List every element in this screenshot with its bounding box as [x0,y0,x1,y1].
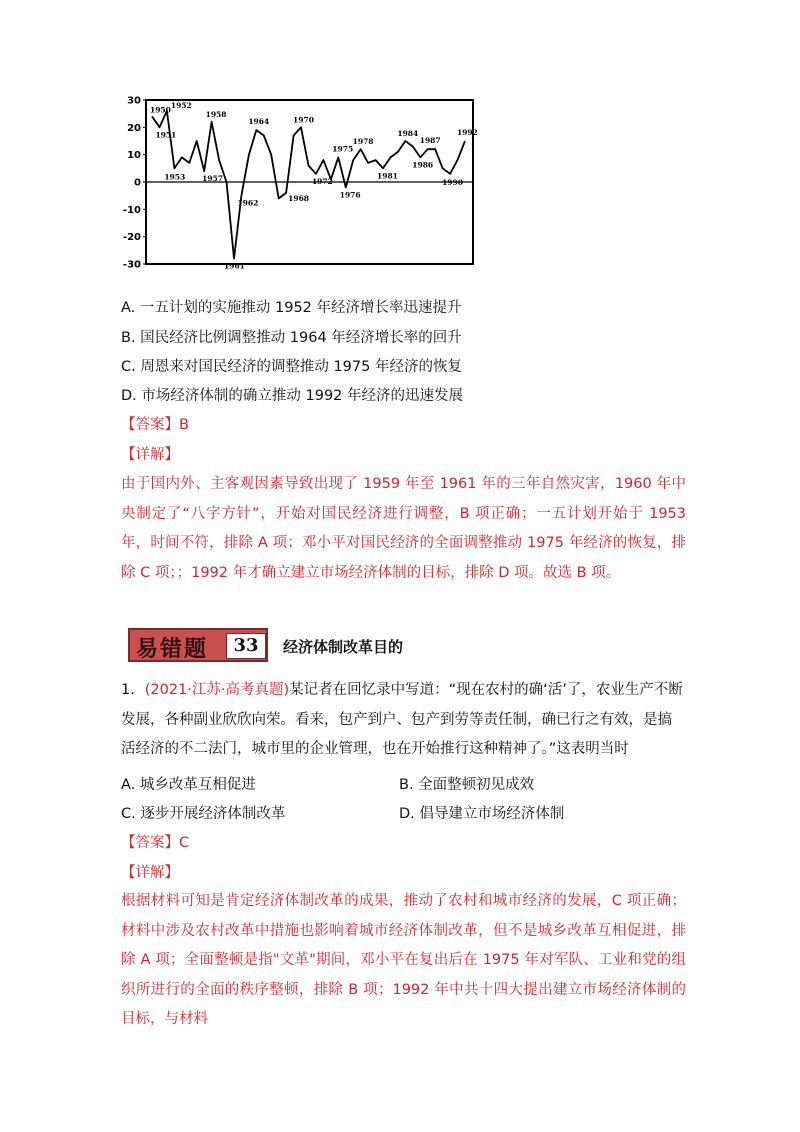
year-label: 1976 [339,190,361,200]
error-question-banner [128,628,268,662]
year-label: 1987 [419,136,441,146]
q1-option-c: C. 周恩来对国民经济的调整推动 1975 年经济的恢复 [121,359,462,375]
year-label: 1962 [237,198,259,208]
y-tick-label: 10 [127,150,141,162]
year-label: 1964 [248,117,270,127]
q2-option-a: A. 城乡改革互相促进 [121,777,256,793]
q2-source: (2021·江苏·高考真题) [144,682,290,698]
section-title: 经济体制改革目的 [283,638,404,656]
year-label: 1986 [412,160,434,170]
y-tick-label: -20 [122,232,141,244]
y-tick-label: 20 [127,122,141,134]
q1-answer: 【答案】B [121,417,189,433]
year-label: 1975 [332,144,354,154]
q1-detail-label: 【详解】 [121,447,179,463]
year-label: 1984 [397,129,419,138]
year-label: 1968 [288,193,310,203]
q2-stem-text: 某记者在回忆录中写道：“现在农村的确‘活’了，农业生产不断发展，各种副业欣欣向荣。看来，包产到户、包产到劳等责任制，确已行之有效，是搞活经济的不二法门，城市里的企业管理，也在开始推行这种精神了。”这表明当时 [121,682,683,757]
year-label: 1992 [457,128,478,137]
q2-detail-label: 【详解】 [121,865,179,881]
q1-option-a: A. 一五计划的实施推动 1952 年经济增长率迅速提升 [121,300,462,316]
q2-number: 1． [121,682,145,698]
q2-option-d: D. 倡导建立市场经济体制 [399,806,565,822]
year-label: 1958 [205,109,227,119]
year-label: 1990 [442,177,463,187]
q1-detail: 由于国内外、主客观因素导致出现了 1959 年至 1961 年的三年自然灾害，1960 年中央制定了“八字方针”，开始对国民经济进行调整，B 项正确；一五计划开始于 1953 年，时间不符，排除 A 项；邓小平对国民经济的全面调整推动 1975 年经济的恢复，排除 C 项；；1992 年才确立建立市场经济体制的目标，排除 D 项。故选 B 项。 [121,476,686,581]
year-label: 1972 [311,176,333,186]
q2-option-b: B. 全面整顿初见成效 [399,777,535,793]
year-label: 1950 [150,105,171,115]
q2-stem [121,676,686,765]
growth-rate-chart [118,92,478,274]
year-label: 1981 [377,171,398,181]
year-label: 1953 [164,172,186,182]
growth-rate-chart-svg [118,92,478,274]
y-tick-label: -10 [122,204,141,216]
year-label: 1951 [155,130,177,140]
banner-title: 易错题 [136,636,209,662]
q1-option-b: B. 国民经济比例调整推动 1964 年经济增长率的回升 [121,330,462,346]
q2-answer: 【答案】C [121,835,190,851]
y-tick-label: 30 [127,95,141,107]
year-label: 1970 [293,115,314,125]
year-label: 1961 [223,261,245,271]
year-label: 1978 [352,137,374,147]
banner-number: 33 [226,633,266,659]
year-label: 1957 [202,174,224,184]
y-tick-label: -30 [122,259,141,271]
year-label: 1952 [170,100,192,110]
q1-option-d: D. 市场经济体制的确立推动 1992 年经济的迅速发展 [121,388,464,404]
q2-option-c: C. 逐步开展经济体制改革 [121,806,286,822]
q2-detail: 根据材料可知是肯定经济体制改革的成果，推动了农村和城市经济的发展，C 项正确；材料中涉及农村改革中措施也影响着城市经济体制改革，但不是城乡改革互相促进，排除 A 项；全面整顿是指"文革"期间，邓小平在复出后在 1975 年对军队、工业和党的组织所进行的全面的秩序整顿，排除 B 项；1992 年中共十四大提出建立市场经济体制的目标，与材料 [121,893,686,1027]
y-tick-label: 0 [134,177,141,189]
